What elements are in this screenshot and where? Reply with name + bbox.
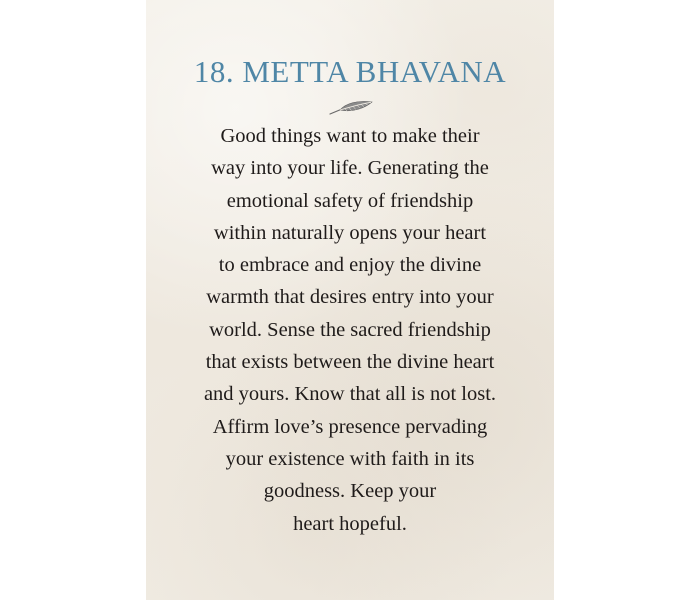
body-line: within naturally opens your heart <box>213 221 487 244</box>
feather-icon <box>328 99 374 117</box>
body-line: warmth that desires entry into your <box>206 286 494 309</box>
oracle-card <box>146 0 554 600</box>
card-body <box>166 120 534 540</box>
body-line: and yours. Know that all is not lost. <box>203 383 497 406</box>
body-line: world. Sense the sacred friendship <box>209 318 491 341</box>
body-line: your existence with faith in its <box>225 447 475 470</box>
body-line: Good things want to make their <box>220 125 480 147</box>
body-line: goodness. Keep your <box>263 480 437 503</box>
body-line: way into your life. Generating the <box>211 157 489 180</box>
body-line: Affirm love’s presence pervading <box>212 415 488 438</box>
body-line: emotional safety of friendship <box>226 189 474 212</box>
body-line: to embrace and enjoy the divine <box>218 254 482 277</box>
body-line: that exists between the divine heart <box>205 351 495 374</box>
body-line: heart hopeful. <box>293 512 407 535</box>
card-title: 18. METTA BHAVANA <box>193 54 507 89</box>
